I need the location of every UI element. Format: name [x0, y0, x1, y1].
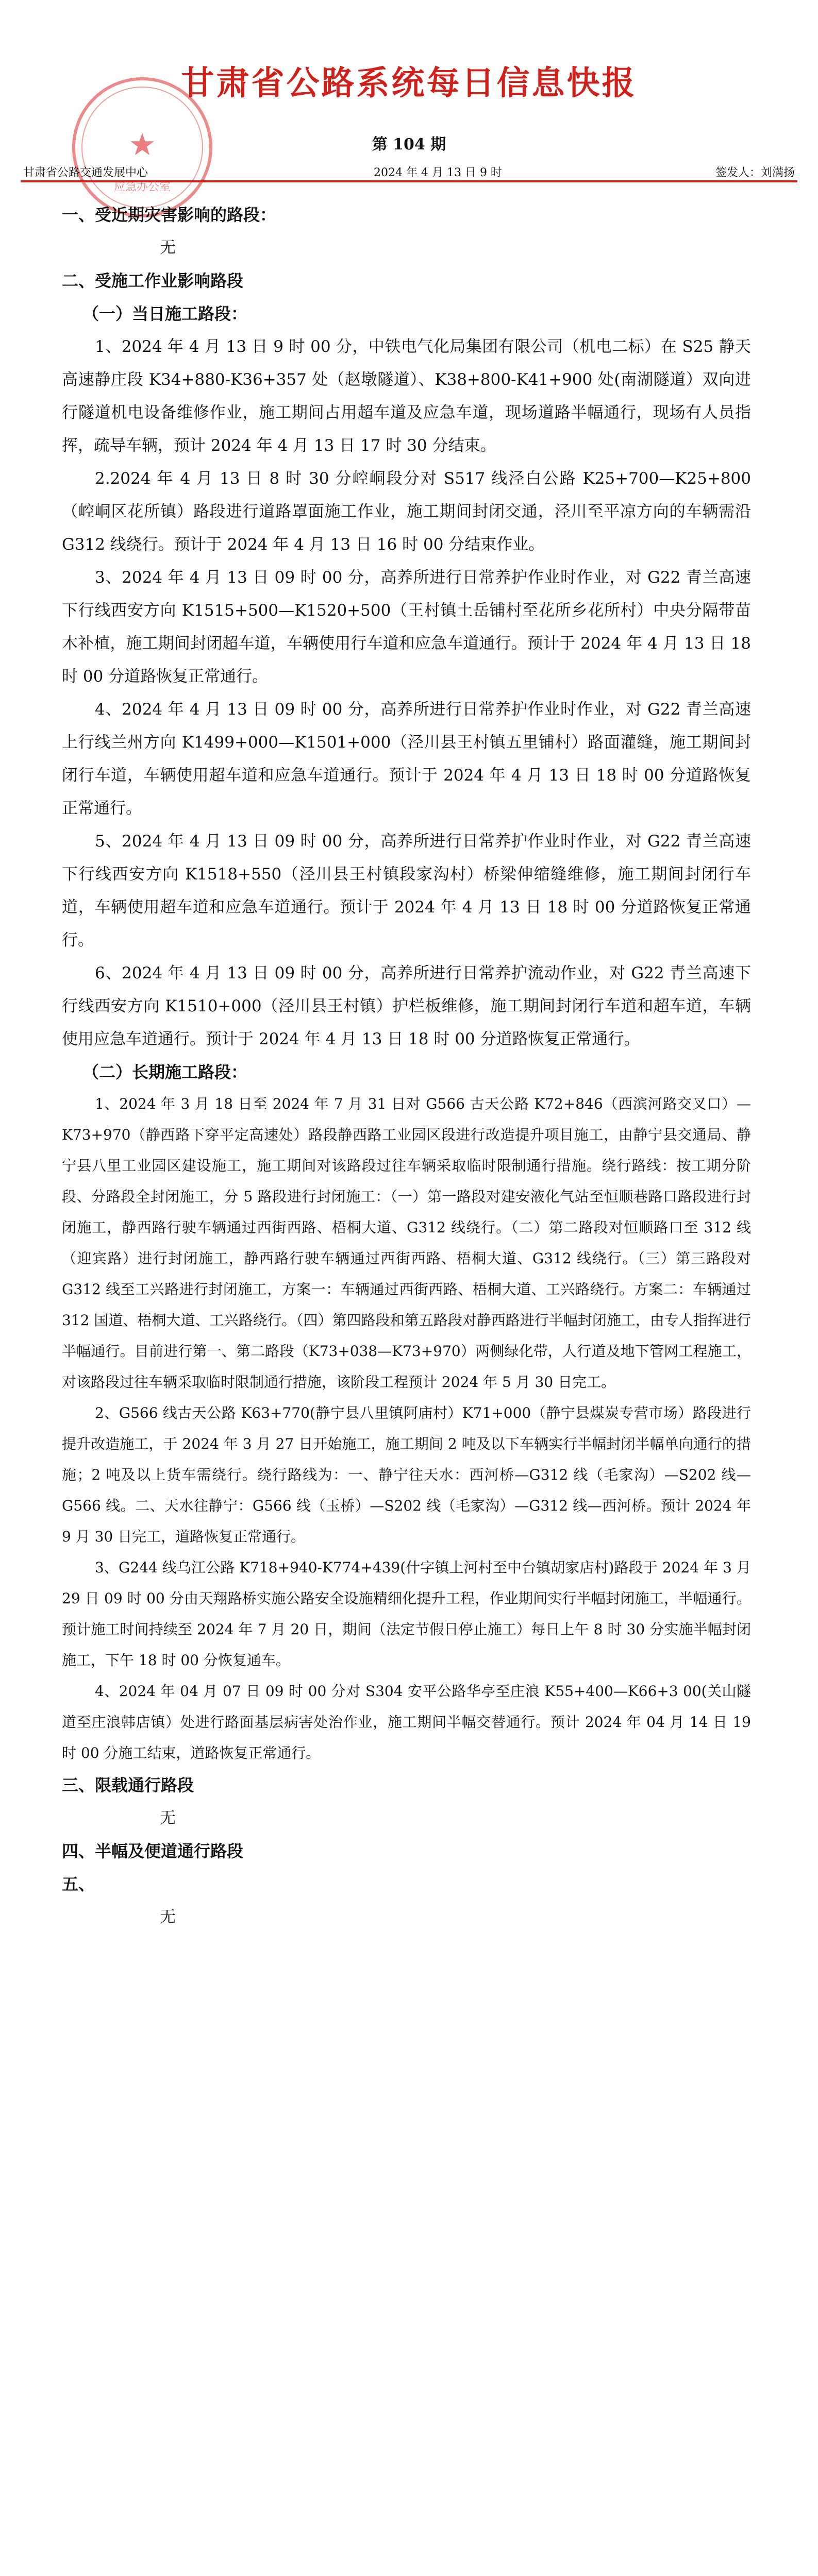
daily-item: 5、2024 年 4 月 13 日 09 时 00 分，高养所进行日常养护作业时作业，对 G22 青兰高速下行线西安方向 K1518+550（泾川县王村镇段家沟村）桥梁伸缩缝维修，施工期间封闭行车道，车辆使用超车道和应急车道通行。预计于 2024 年 4 月 13 日 18 时 00 分道路恢复正常通行。: [62, 832, 751, 950]
issuing-org: 甘肃省公路交通发展中心: [23, 166, 148, 179]
section-4-title: 四、半幅及便道通行路段: [62, 1841, 244, 1861]
daily-item: 4、2024 年 4 月 13 日 09 时 00 分，高养所进行日常养护作业时作业，对 G22 青兰高速上行线兰州方向 K1499+000—K1501+000（泾川县王村镇五里铺村）路面灌缝，施工期间封闭行车道，车辆使用超车道和应急车道通行。预计于 2024 年 4 月 13 日 18 时 00 分道路恢复正常通行。: [62, 700, 751, 818]
daily-item: 2.2024 年 4 月 13 日 8 时 30 分崆峒段分对 S517 线泾白公路 K25+700—K25+800（崆峒区花所镇）路段进行道路罩面施工作业，施工期间封闭交通，泾川至平凉方向的车辆需沿 G312 线绕行。预计于 2024 年 4 月 13 日 16 时 00 分结束作业。: [62, 469, 751, 554]
daily-item: 3、2024 年 4 月 13 日 09 时 00 分，高养所进行日常养护作业时作业，对 G22 青兰高速下行线西安方向 K1515+500—K1520+500（王村镇土岳铺村至花所乡花所村）中央分隔带苗木补植，施工期间封闭超车道，车辆使用行车道和应急车道通行。预计于 2024 年 4 月 13 日 18 时 00 分道路恢复正常通行。: [62, 568, 751, 686]
seal-text: 应急办公室: [113, 181, 171, 194]
seal-star-icon: ★: [128, 127, 156, 163]
red-divider: [21, 180, 797, 182]
section-3-body: 无: [160, 1809, 176, 1827]
daily-item: 1、2024 年 4 月 13 日 9 时 00 分，中铁电气化局集团有限公司（机电二标）在 S25 静天高速静庄段 K34+880-K36+357 处（赵墩隧道）、K38+800-K41+900 处(南湖隧道）双向进行隧道机电设备维修作业，施工期间占用超车道及应急车道，现场道路半幅通行，现场有人员指挥，疏导车辆，预计 2024 年 4 月 13 日 17 时 30 分结束。: [62, 337, 751, 455]
issue-date: 2024 年 4 月 13 日 9 时: [374, 166, 502, 179]
section-3-title: 三、限载通行路段: [62, 1775, 194, 1795]
section-2-title: 二、受施工作业影响路段: [62, 271, 244, 291]
bulletin-content: [62, 198, 751, 1934]
section-1-title: 一、受近期灾害影响的路段：: [62, 205, 277, 225]
section-1-body: 无: [160, 239, 176, 257]
long-term-item: 3、G244 线乌江公路 K718+940-K774+439(什字镇上河村至中台镇胡家店村)路段于 2024 年 3 月 29 日 09 时 00 分由天翔路桥实施公路安全设施精细化提升工程，作业期间实行半幅封闭施工，半幅通行。预计施工时间持续至 2024 年 7 月 20 日，期间（法定节假日停止施工）每日上午 8 时 30 分实施半幅封闭施工，下午 18 时 00 分恢复通车。: [62, 1559, 751, 1669]
section-5-body: 无: [160, 1908, 176, 1926]
section-5-title: 五、: [62, 1874, 95, 1894]
long-term-item: 2、G566 线古天公路 K63+770(静宁县八里镇阿庙村）K71+000（静宁县煤炭专营市场）路段进行提升改造施工，于 2024 年 3 月 27 日开始施工，施工期间 2 吨及以下车辆实行半幅封闭半幅单向通行的措施；2 吨及以上货车需绕行。绕行路线为：一、静宁往天水：西河桥—G312 线（毛家沟）—S202 线—G566 线。二、天水往静宁：G566 线（玉桥）—S202 线（毛家沟）—G312 线—西河桥。预计 2024 年 9 月 30 日完工，道路恢复正常通行。: [62, 1404, 751, 1545]
issue-number: 第 104 期: [372, 135, 446, 154]
long-term-works-title: （二）长期施工路段：: [82, 1062, 248, 1082]
daily-works-title: （一）当日施工路段：: [82, 304, 248, 324]
bulletin-title: 甘肃省公路系统每日信息快报: [181, 64, 637, 103]
issuer: 签发人：刘满扬: [715, 166, 795, 179]
long-term-item: 4、2024 年 04 月 07 日 09 时 00 分对 S304 安平公路华亭至庄浪 K55+400—K66+3 00(关山隧道至庄浪韩店镇）处进行路面基层病害处治作业，施工期间半幅交替通行。预计 2024 年 04 月 14 日 19 时 00 分施工结束，道路恢复正常通行。: [62, 1683, 751, 1761]
long-term-item: 1、2024 年 3 月 18 日至 2024 年 7 月 31 日对 G566 古天公路 K72+846（西滨河路交叉口）—K73+970（静西路下穿平定高速处）路段静西路工业园区段进行改造提升项目施工，由静宁县交通局、静宁县八里工业园区建设施工，施工期间对该路段过往车辆采取临时限制通行措施。绕行路线：按工期分阶段、分路段全封闭施工，分 5 路段进行封闭施工：（一）第一路段对建安液化气站至恒顺巷路口路段进行封闭施工，静西路行驶车辆通过西街西路、梧桐大道、G312 线绕行。（二）第二路段对恒顺路口至 312 线（迎宾路）进行封闭施工，静西路行驶车辆通过西街西路、梧桐大道、G312 线绕行。（三）第三路段对 G312 线至工兴路进行封闭施工，方案一：车辆通过西街西路、梧桐大道、工兴路绕行。方案二：车辆通过 312 国道、梧桐大道、工兴路绕行。（四）第四路段和第五路段对静西路进行半幅封闭施工，由专人指挥进行半幅通行。目前进行第一、第二路段（K73+038—K73+970）两侧绿化带，人行道及地下管网工程施工，对该路段过往车辆采取临时限制通行措施，该阶段工程预计 2024 年 5 月 30 日完工。: [62, 1095, 751, 1391]
daily-item: 6、2024 年 4 月 13 日 09 时 00 分，高养所进行日常养护流动作业，对 G22 青兰高速下行线西安方向 K1510+000（泾川县王村镇）护栏板维修，施工期间封闭行车道和超车道，车辆使用应急车道通行。预计于 2024 年 4 月 13 日 18 时 00 分道路恢复正常通行。: [62, 964, 751, 1048]
